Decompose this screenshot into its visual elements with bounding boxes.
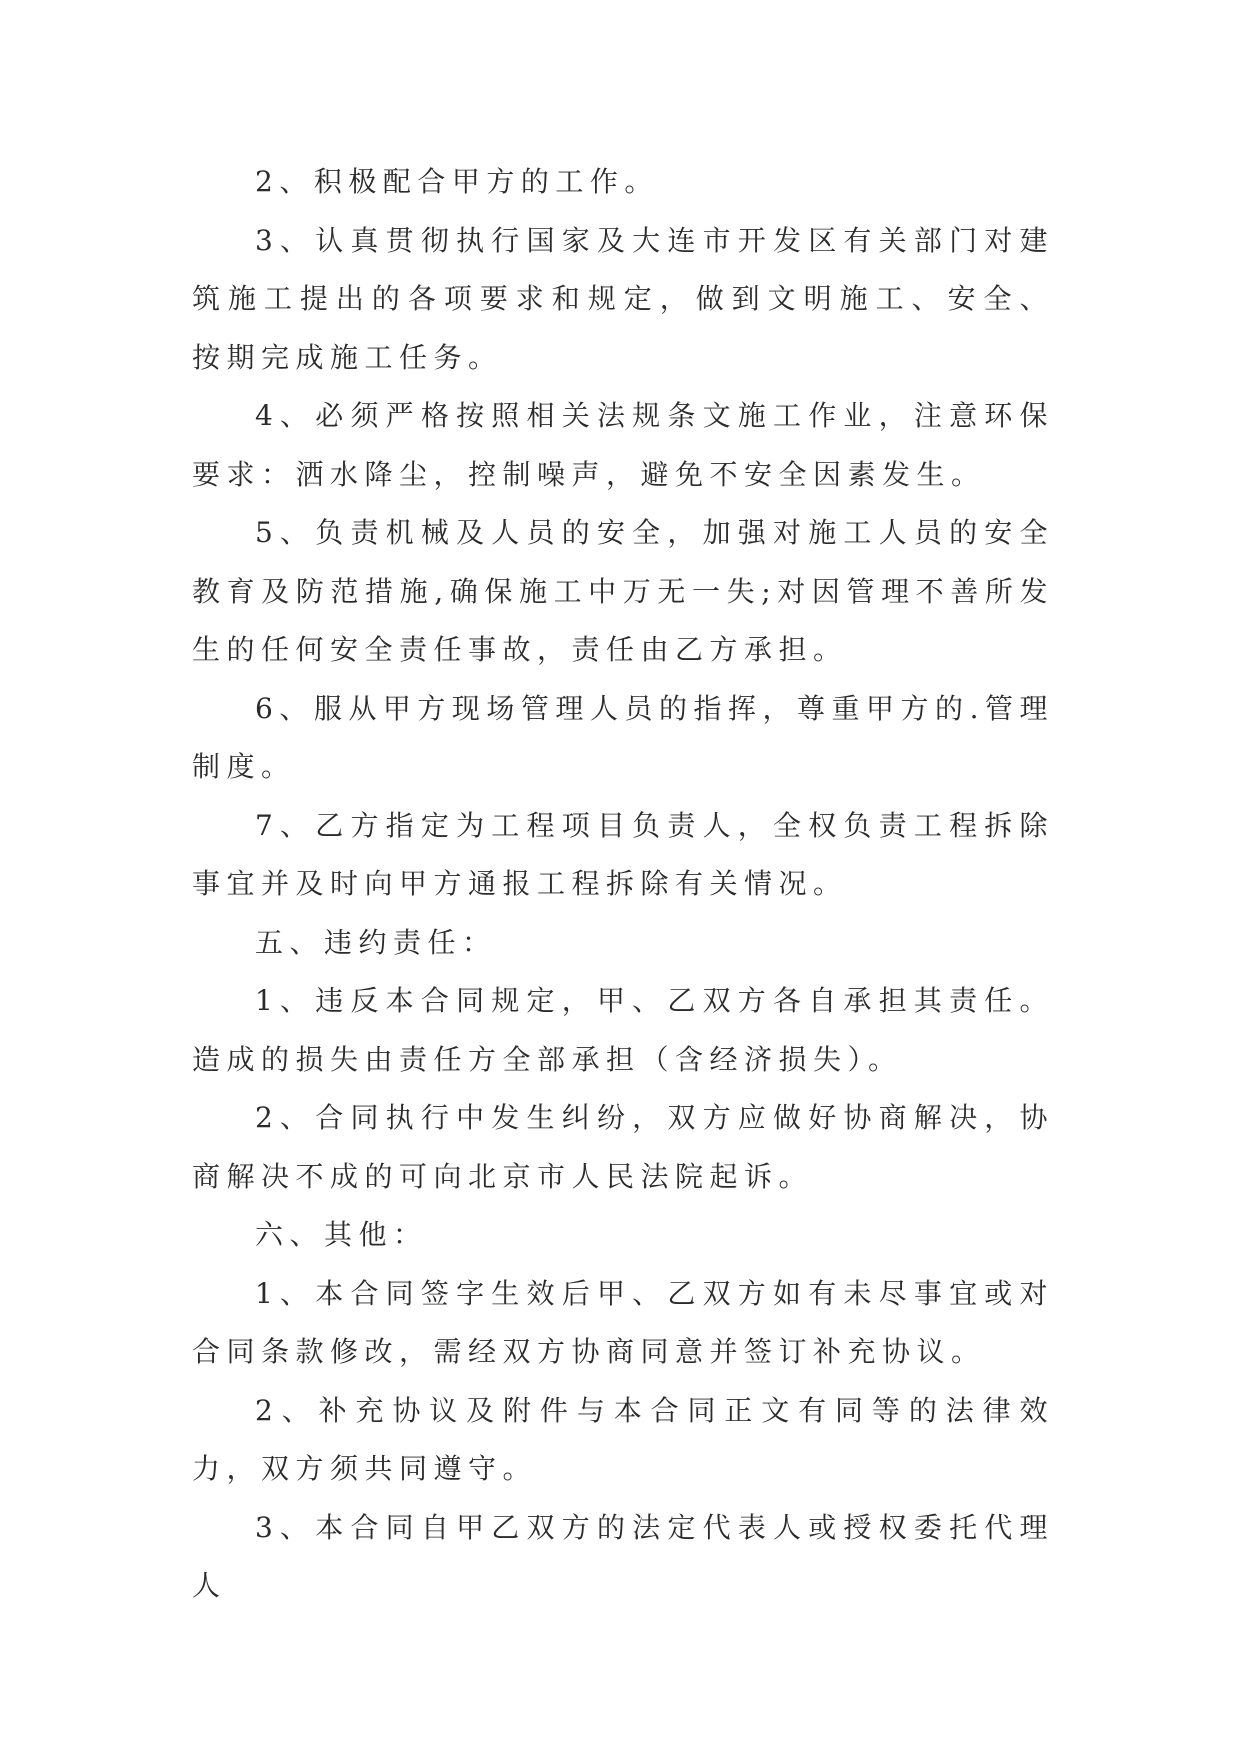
paragraph-item-6: 6、服从甲方现场管理人员的指挥，尊重甲方的.管理制度。 (192, 691, 1054, 783)
breach-item-1: 1、违反本合同规定，甲、乙双方各自承担其责任。造成的损失由责任方全部承担（含经济损失）。 (192, 984, 1054, 1076)
document-body (192, 153, 1054, 1616)
section-heading-breach-liability: 五、违约责任： (255, 925, 497, 959)
paragraph-item-2: 2、积极配合甲方的工作。 (255, 165, 659, 198)
section-heading-other: 六、其他： (255, 1218, 428, 1251)
paragraph-item-7: 7、乙方指定为工程项目负责人，全权负责工程拆除事宜并及时向甲方通报工程拆除有关情况。 (192, 808, 1054, 900)
other-item-1: 1、本合同签字生效后甲、乙双方如有未尽事宜或对合同条款修改，需经双方协商同意并签订补充协议。 (192, 1276, 1054, 1368)
breach-item-2: 2、合同执行中发生纠纷，双方应做好协商解决，协商解决不成的可向北京市人民法院起诉。 (192, 1101, 1054, 1193)
paragraph-item-3: 3、认真贯彻执行国家及大连市开发区有关部门对建筑施工提出的各项要求和规定，做到文明施工、安全、按期完成施工任务。 (192, 223, 1054, 374)
other-item-2: 2、补充协议及附件与本合同正文有同等的法律效力，双方须共同遵守。 (192, 1393, 1054, 1485)
other-item-3: 3、本合同自甲乙双方的法定代表人或授权委托代理人 (192, 1510, 1054, 1602)
paragraph-item-5: 5、负责机械及人员的安全，加强对施工人员的安全教育及防范措施,确保施工中万无一失;对因管理不善所发生的任何安全责任事故，责任由乙方承担。 (192, 516, 1054, 666)
paragraph-item-4: 4、必须严格按照相关法规条文施工作业，注意环保要求：洒水降尘，控制噪声，避免不安全因素发生。 (192, 399, 1054, 491)
